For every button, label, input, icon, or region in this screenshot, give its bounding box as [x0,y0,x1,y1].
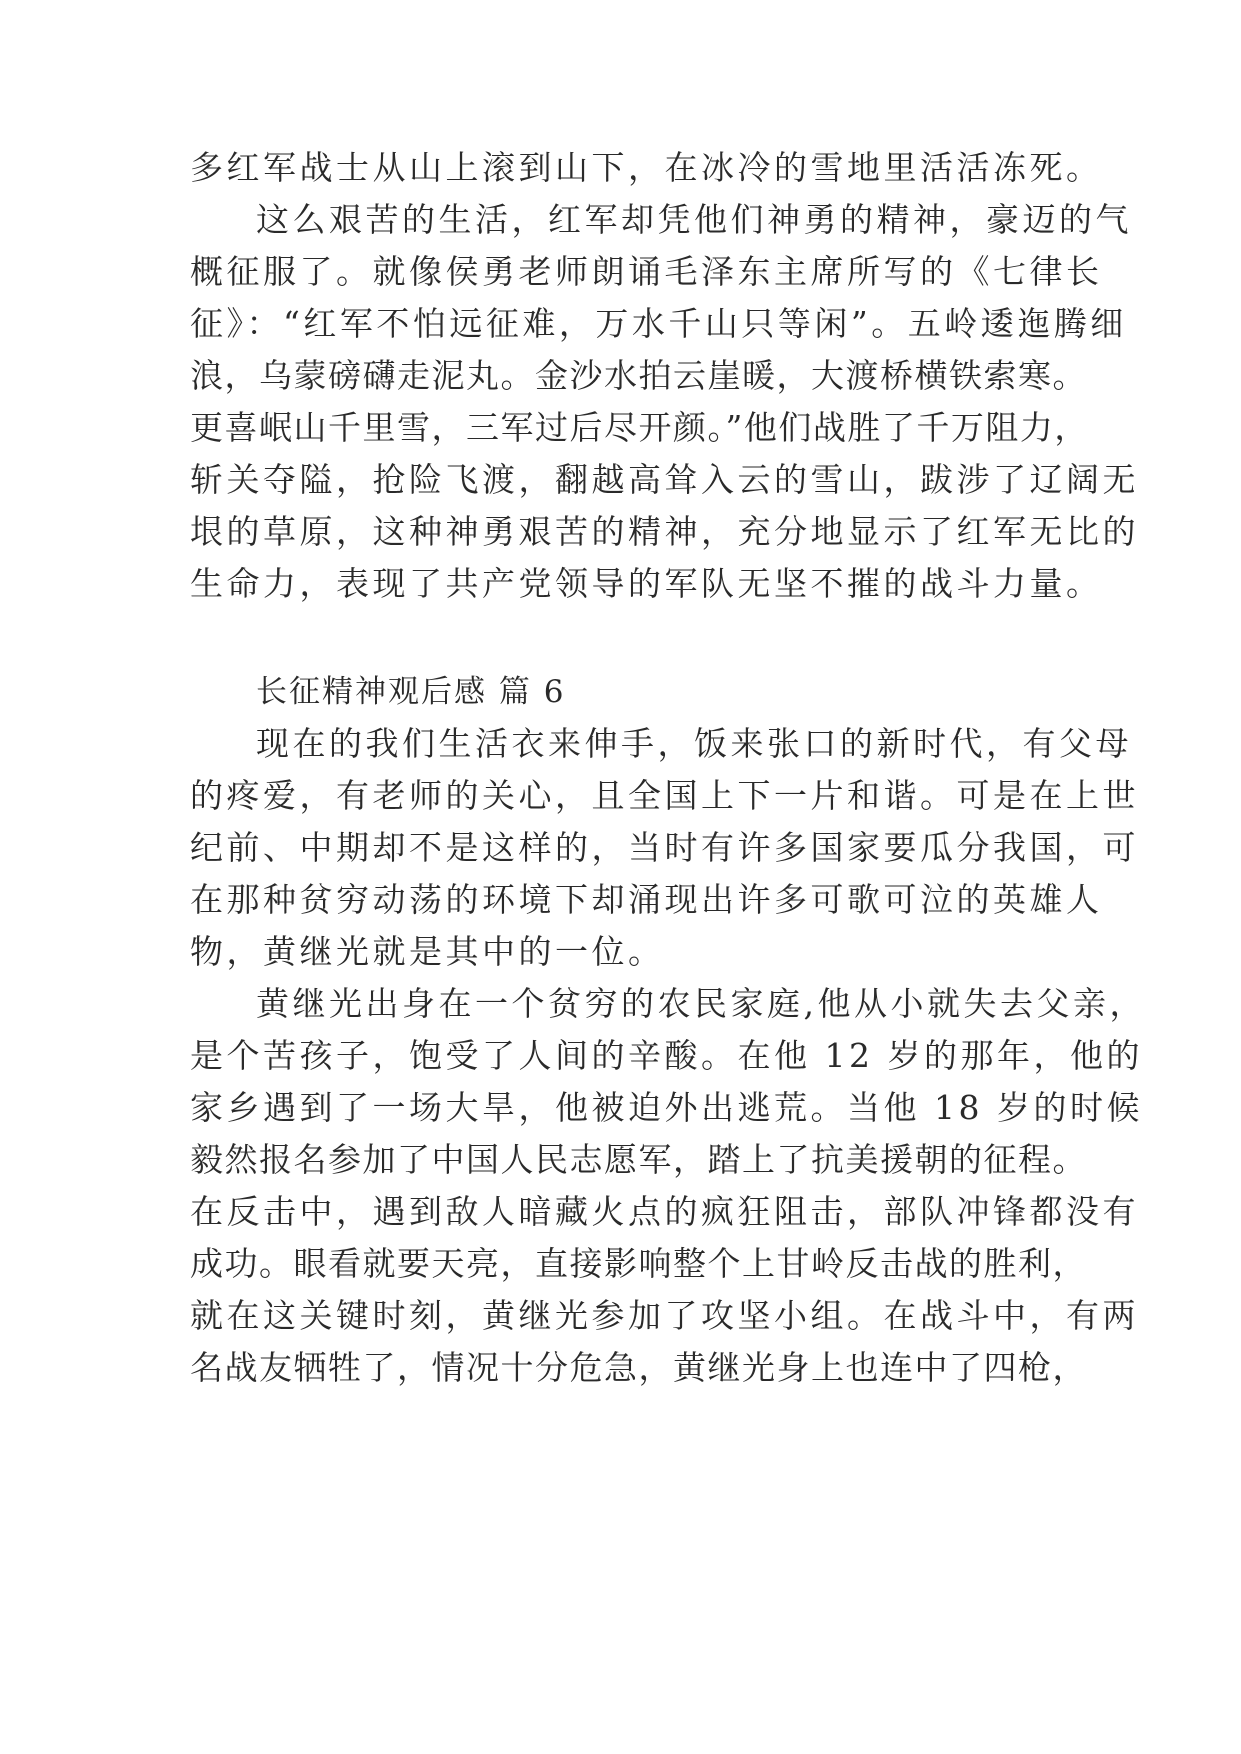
paragraph-line: 垠的草原，这种神勇艰苦的精神，充分地显示了红军无比的 [190,512,1139,551]
paragraph-line: 多红军战士从山上滚到山下，在冰冷的雪地里活活冻死。 [190,148,1103,187]
paragraph-line: 这么艰苦的生活，红军却凭他们神勇的精神，豪迈的气 [256,200,1132,239]
paragraph-line: 黄继光出身在一个贫穷的农民家庭,他从小就失去父亲， [256,984,1146,1023]
paragraph-line: 浪，乌蒙磅礴走泥丸。金沙水拍云崖暖，大渡桥横铁索寒。 [190,356,1087,395]
paragraph-line: 的疼爱，有老师的关心，且全国上下一片和谐。可是在上世 [190,776,1139,815]
paragraph-line: 纪前、中期却不是这样的，当时有许多国家要瓜分我国，可 [190,828,1139,867]
paragraph-line: 生命力，表现了共产党领导的军队无坚不摧的战斗力量。 [190,564,1103,603]
paragraph-line: 名战友牺牲了，情况十分危急，黄继光身上也连中了四枪， [190,1348,1087,1387]
paragraph-line: 毅然报名参加了中国人民志愿军，踏上了抗美援朝的征程。 [190,1140,1087,1179]
paragraph-line: 物，黄继光就是其中的一位。 [190,932,665,971]
section-heading: 长征精神观后感 篇 6 [256,674,566,710]
paragraph-line: 斩关夺隘，抢险飞渡，翻越高耸入云的雪山，跋涉了辽阔无 [190,460,1139,499]
paragraph-line: 在反击中，遇到敌人暗藏火点的疯狂阻击，部队冲锋都没有 [190,1192,1139,1231]
paragraph-line: 成功。眼看就要天亮，直接影响整个上甘岭反击战的胜利， [190,1244,1087,1283]
paragraph-line: 现在的我们生活衣来伸手，饭来张口的新时代，有父母 [256,724,1132,763]
paragraph-line: 征》：“红军不怕远征难，万水千山只等闲”。五岭逶迤腾细 [190,304,1127,343]
paragraph-line: 家乡遇到了一场大旱，他被迫外出逃荒。当他 18 岁的时候 [190,1088,1143,1127]
paragraph-line: 更喜岷山千里雪，三军过后尽开颜。”他们战胜了千万阻力， [190,408,1089,447]
paragraph-line: 是个苦孩子，饱受了人间的辛酸。在他 12 岁的那年，他的 [190,1036,1143,1075]
paragraph-line: 就在这关键时刻，黄继光参加了攻坚小组。在战斗中，有两 [190,1296,1139,1335]
paragraph-line: 在那种贫穷动荡的环境下却涌现出许多可歌可泣的英雄人 [190,880,1103,919]
paragraph-line: 概征服了。就像侯勇老师朗诵毛泽东主席所写的《七律长 [190,252,1103,291]
